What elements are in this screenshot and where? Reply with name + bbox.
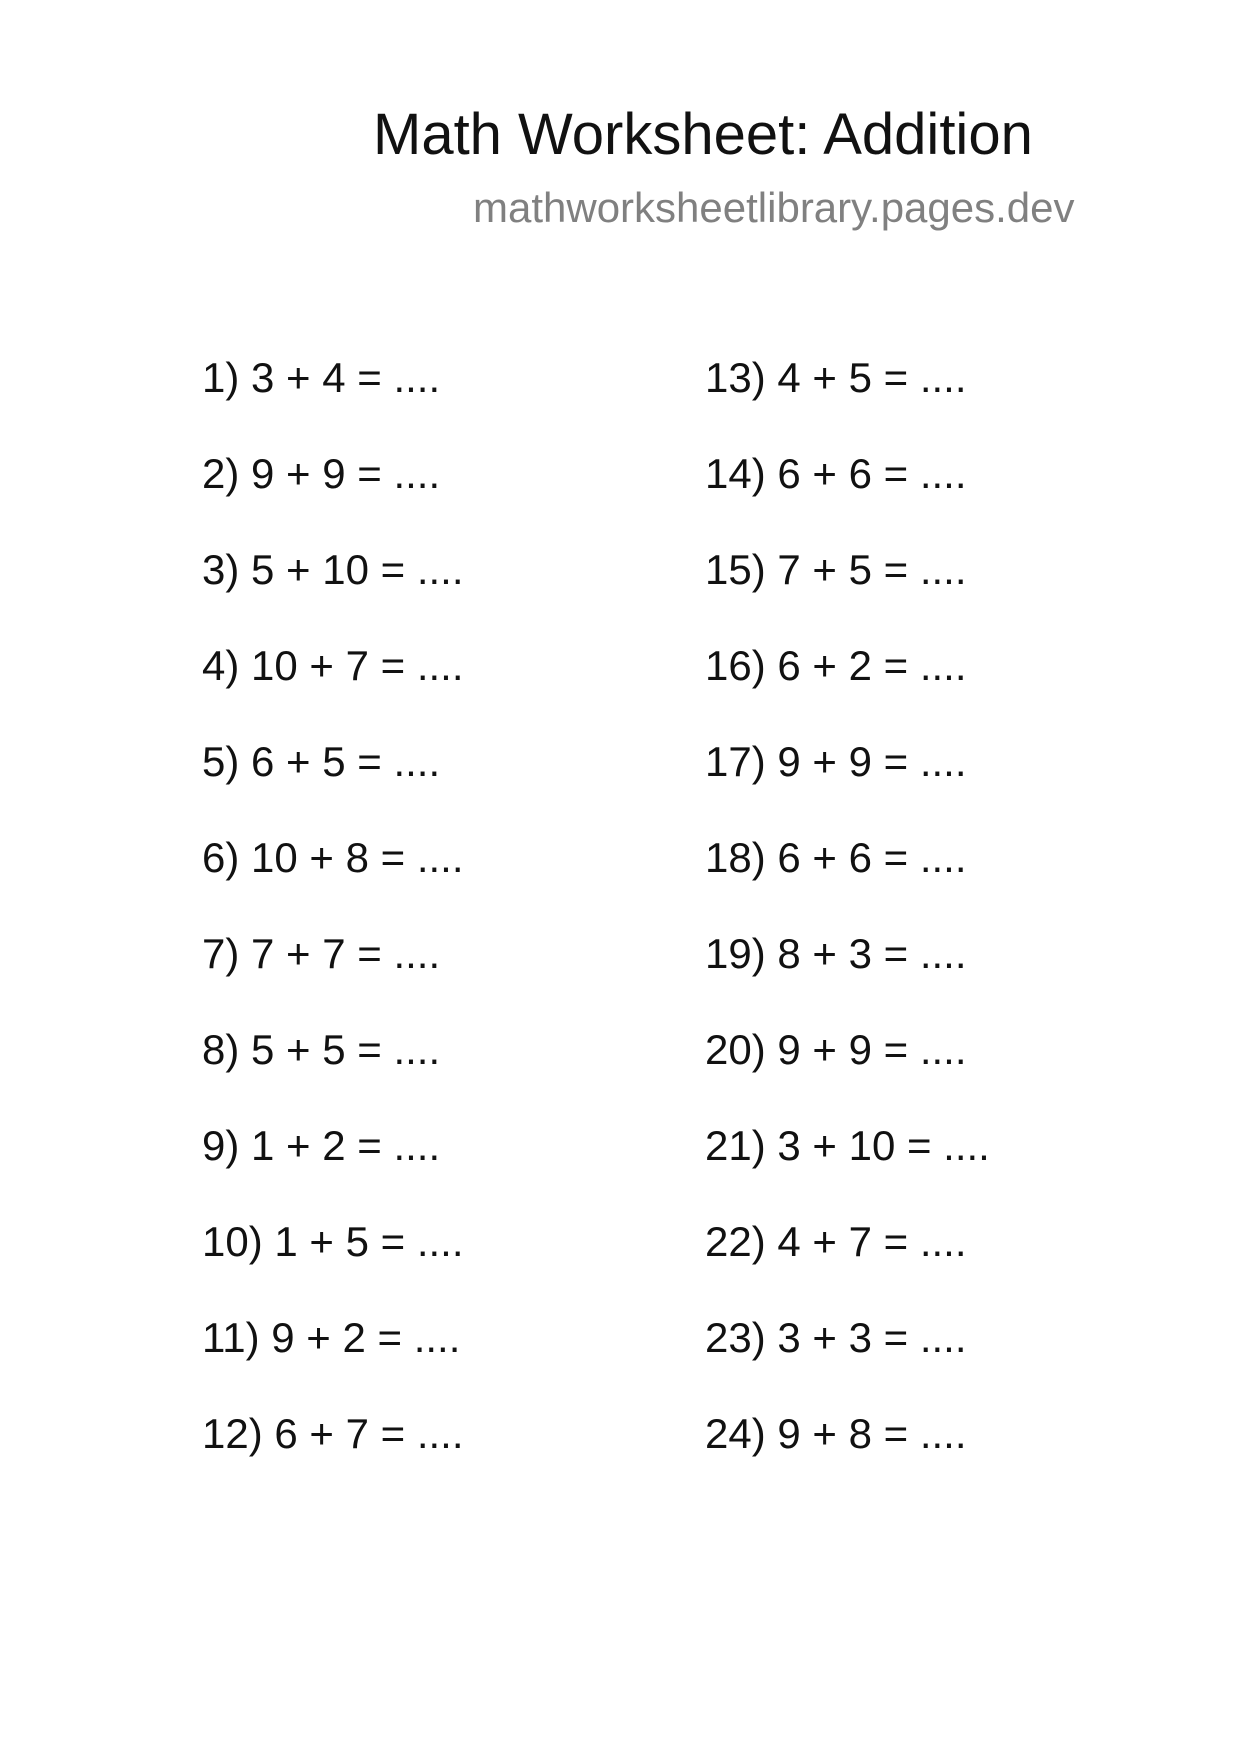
problem-19: 19) 8 + 3 = .... bbox=[705, 930, 967, 977]
problem-5: 5) 6 + 5 = .... bbox=[202, 738, 441, 785]
problem-2: 2) 9 + 9 = .... bbox=[202, 450, 441, 497]
problem-3: 3) 5 + 10 = .... bbox=[202, 546, 464, 593]
problem-6: 6) 10 + 8 = .... bbox=[202, 834, 464, 881]
problem-15: 15) 7 + 5 = .... bbox=[705, 546, 967, 593]
worksheet-source: mathworksheetlibrary.pages.dev bbox=[473, 184, 1075, 231]
problem-16: 16) 6 + 2 = .... bbox=[705, 642, 967, 689]
problem-24: 24) 9 + 8 = .... bbox=[705, 1410, 967, 1457]
problems-column-left bbox=[202, 352, 464, 1504]
problem-1: 1) 3 + 4 = .... bbox=[202, 354, 441, 401]
problem-23: 23) 3 + 3 = .... bbox=[705, 1314, 967, 1361]
problem-10: 10) 1 + 5 = .... bbox=[202, 1218, 464, 1265]
problem-12: 12) 6 + 7 = .... bbox=[202, 1410, 464, 1457]
problem-7: 7) 7 + 7 = .... bbox=[202, 930, 441, 977]
problem-18: 18) 6 + 6 = .... bbox=[705, 834, 967, 881]
worksheet-title: Math Worksheet: Addition bbox=[373, 102, 1033, 167]
problem-20: 20) 9 + 9 = .... bbox=[705, 1026, 967, 1073]
problem-9: 9) 1 + 2 = .... bbox=[202, 1122, 441, 1169]
problem-4: 4) 10 + 7 = .... bbox=[202, 642, 464, 689]
problems-column-right bbox=[705, 352, 990, 1504]
problem-11: 11) 9 + 2 = .... bbox=[202, 1314, 461, 1361]
problem-21: 21) 3 + 10 = .... bbox=[705, 1122, 990, 1169]
problem-14: 14) 6 + 6 = .... bbox=[705, 450, 967, 497]
problem-13: 13) 4 + 5 = .... bbox=[705, 354, 967, 401]
problem-17: 17) 9 + 9 = .... bbox=[705, 738, 967, 785]
problem-22: 22) 4 + 7 = .... bbox=[705, 1218, 967, 1265]
problem-8: 8) 5 + 5 = .... bbox=[202, 1026, 441, 1073]
